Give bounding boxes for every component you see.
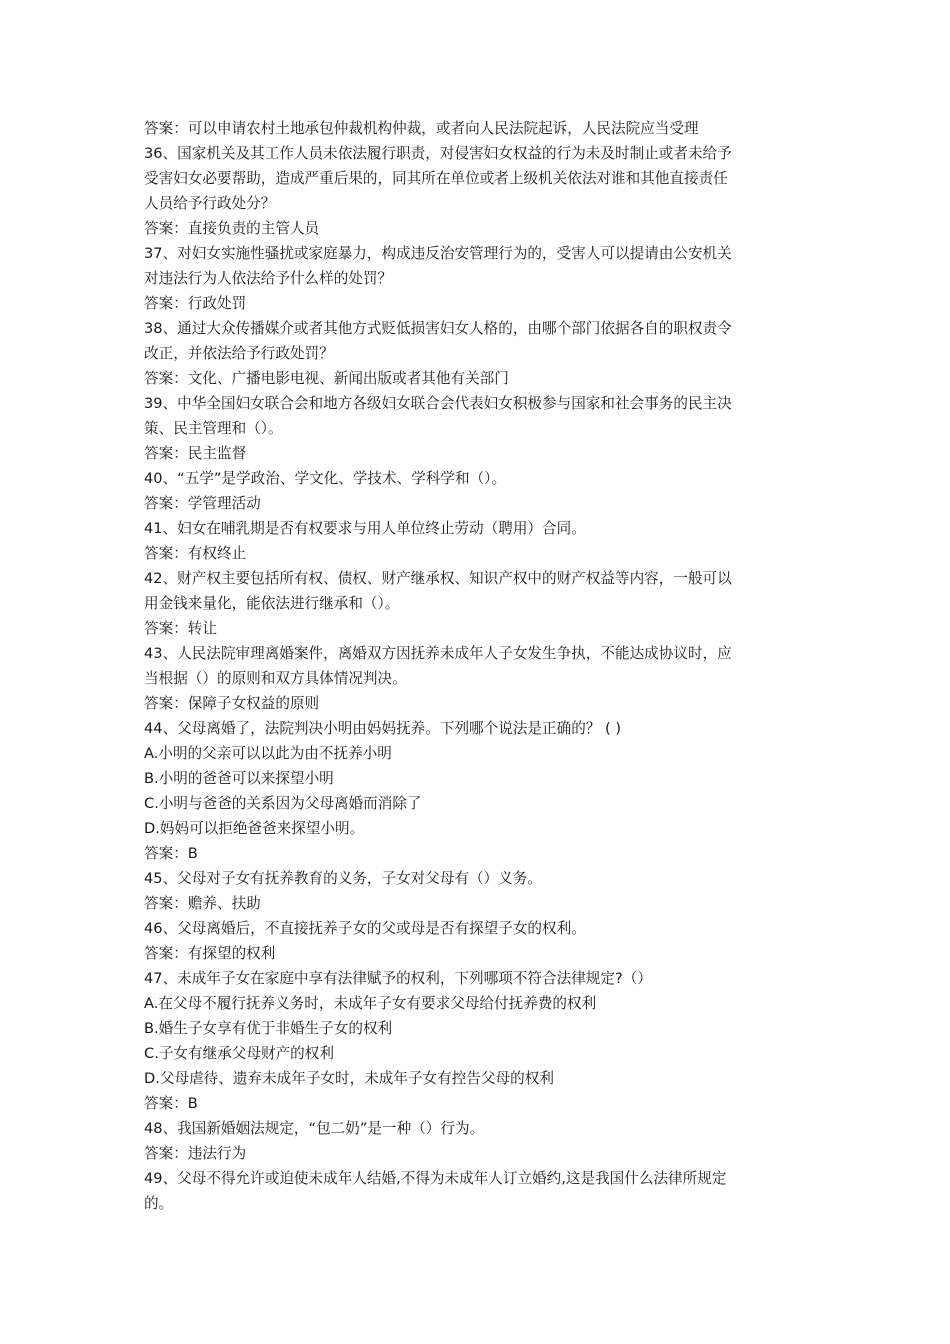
text-line: 策、民主管理和（）。	[144, 420, 283, 437]
text-line: 答案：保障子女权益的原则	[144, 695, 320, 712]
text-line: 用金钱来量化，能依法进行继承和（）。	[144, 595, 400, 612]
text-line: 43、人民法院审理离婚案件，离婚双方因抚养未成年人子女发生争执，不能达成协议时，应	[144, 645, 732, 662]
text-line: B.小明的爸爸可以来探望小明	[144, 770, 334, 787]
text-line: 48、我国新婚姻法规定，“包二奶”是一种（）行为。	[144, 1120, 485, 1137]
text-line: 44、父母离婚了，法院判决小明由妈妈抚养。下列哪个说法是正确的？ ( )	[144, 720, 622, 737]
text-line: 对违法行为人依法给予什么样的处罚？	[144, 270, 393, 287]
text-line: A.小明的父亲可以以此为由不抚养小明	[144, 745, 392, 762]
text-line: 答案：有权终止	[144, 545, 247, 562]
text-line: 改正，并依法给予行政处罚？	[144, 345, 334, 362]
text-line: 答案：转让	[144, 620, 217, 637]
text-line: 答案：学管理活动	[144, 495, 261, 512]
text-line: D.妈妈可以拒绝爸爸来探望小明。	[144, 820, 365, 837]
text-line: 49、父母不得允许或迫使未成年人结婚,不得为未成年人订立婚约,这是我国什么法律所规定	[144, 1170, 727, 1187]
text-line: 38、通过大众传播媒介或者其他方式贬低损害妇女人格的，由哪个部门依据各自的职权责令	[144, 320, 732, 337]
text-line: 答案：B	[144, 845, 198, 862]
text-line: 答案：直接负责的主管人员	[144, 220, 320, 237]
text-line: 39、中华全国妇女联合会和地方各级妇女联合会代表妇女积极参与国家和社会事务的民主决	[144, 395, 732, 412]
text-line: 的。	[144, 1195, 174, 1212]
text-line: 47、未成年子女在家庭中享有法律赋予的权利，下列哪项不符合法律规定?（）	[144, 970, 652, 987]
text-line: 46、父母离婚后，不直接抚养子女的父或母是否有探望子女的权利。	[144, 920, 586, 937]
text-line: D.父母虐待、遗弃未成年子女时，未成年子女有控告父母的权利	[144, 1070, 554, 1087]
text-line: 37、对妇女实施性骚扰或家庭暴力，构成违反治安管理行为的，受害人可以提请由公安机关	[144, 245, 732, 262]
text-line: 45、父母对子女有抚养教育的义务，子女对父母有（）义务。	[144, 870, 543, 887]
text-line: 当根据（）的原则和双方具体情况判决。	[144, 670, 407, 687]
text-line: 人员给予行政处分？	[144, 195, 276, 212]
text-line: 答案：B	[144, 1095, 198, 1112]
text-line: C.小明与爸爸的关系因为父母离婚而消除了	[144, 795, 422, 812]
document-body	[144, 116, 812, 1216]
text-line: 答案：可以申请农村土地承包仲裁机构仲裁，或者向人民法院起诉，人民法院应当受理	[144, 120, 699, 137]
text-line: 答案：有探望的权利	[144, 945, 276, 962]
text-line: 42、财产权主要包括所有权、债权、财产继承权、知识产权中的财产权益等内容，一般可以	[144, 570, 732, 587]
text-line: 40、“五学”是学政治、学文化、学技术、学科学和（）。	[144, 470, 507, 487]
text-line: C.子女有继承父母财产的权利	[144, 1045, 334, 1062]
text-line: A.在父母不履行抚养义务时，未成年子女有要求父母给付抚养费的权利	[144, 995, 597, 1012]
text-line: 答案：文化、广播电影电视、新闻出版或者其他有关部门	[144, 370, 509, 387]
text-line: 答案：违法行为	[144, 1145, 247, 1162]
text-line: 答案：赡养、扶助	[144, 895, 261, 912]
text-line: 受害妇女必要帮助，造成严重后果的，同其所在单位或者上级机关依法对谁和其他直接责任	[144, 170, 728, 187]
text-line: 答案：民主监督	[144, 445, 247, 462]
text-line: B.婚生子女享有优于非婚生子女的权利	[144, 1020, 393, 1037]
text-line: 36、国家机关及其工作人员未依法履行职责，对侵害妇女权益的行为未及时制止或者未给予	[144, 145, 732, 162]
text-line: 41、妇女在哺乳期是否有权要求与用人单位终止劳动（聘用）合同。	[144, 520, 586, 537]
text-line: 答案：行政处罚	[144, 295, 247, 312]
